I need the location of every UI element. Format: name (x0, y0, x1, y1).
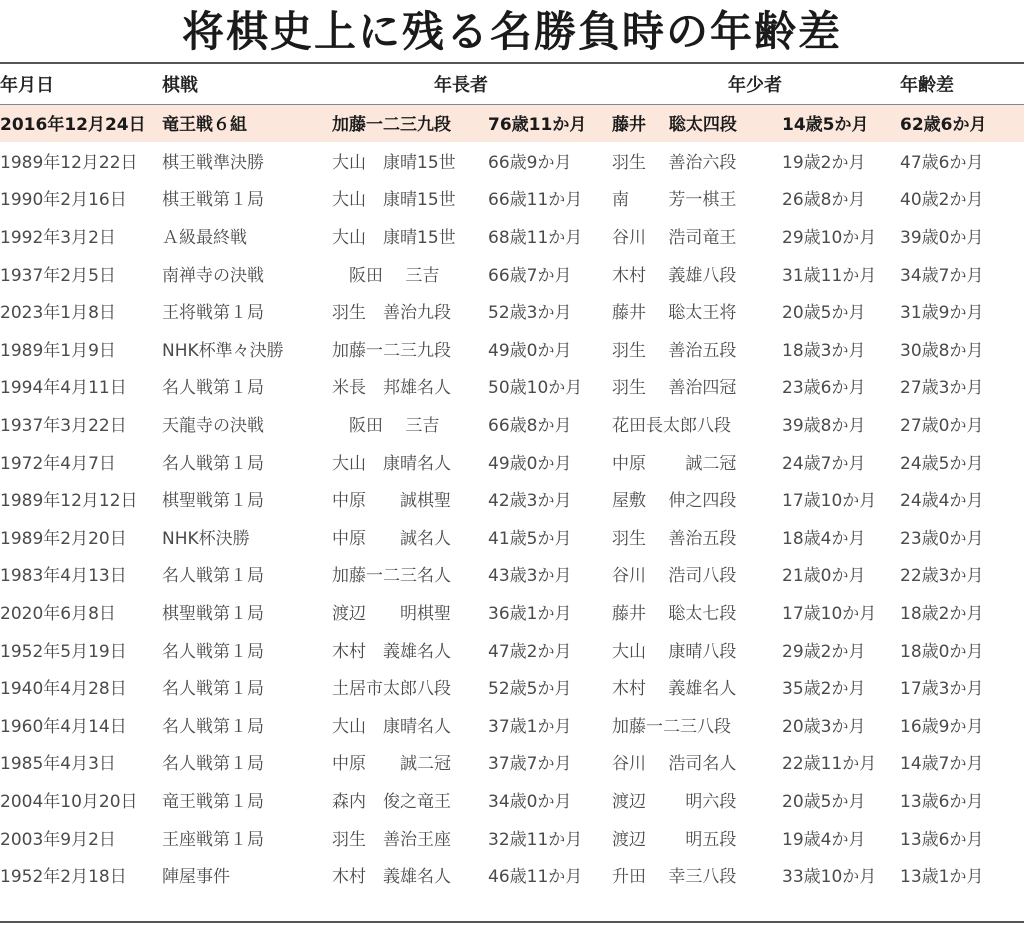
cell-older-player: 渡辺 明棋聖 (332, 604, 451, 625)
table-row (0, 142, 1024, 180)
cell-event: NHK杯決勝 (162, 528, 250, 549)
cell-younger-age: 24歳7か月 (782, 453, 866, 474)
cell-older-player: 大山 康晴名人 (332, 716, 451, 737)
cell-older-age: 47歳2か月 (488, 641, 572, 662)
cell-event: 名人戦第１局 (162, 716, 264, 737)
cell-date: 1985年4月3日 (0, 754, 116, 775)
cell-younger-age: 26歳8か月 (782, 190, 866, 211)
cell-date: 1989年1月9日 (0, 340, 116, 361)
cell-date: 1960年4月14日 (0, 716, 127, 737)
table-row (0, 179, 1024, 217)
cell-older-age: 36歳1か月 (488, 604, 572, 625)
cell-age-diff: 14歳7か月 (900, 754, 984, 775)
table-row (0, 518, 1024, 556)
cell-older-age: 42歳3か月 (488, 491, 572, 512)
cell-younger-age: 22歳11か月 (782, 754, 877, 775)
cell-younger-age: 20歳3か月 (782, 716, 866, 737)
cell-younger-age: 20歳5か月 (782, 303, 866, 324)
cell-older-age: 34歳0か月 (488, 791, 572, 812)
table-row (0, 856, 1024, 894)
cell-date: 1990年2月16日 (0, 190, 127, 211)
cell-event: 棋王戦準決勝 (162, 152, 264, 173)
cell-event: NHK杯準々決勝 (162, 340, 284, 361)
cell-younger-player: 升田 幸三八段 (612, 867, 737, 888)
table-row (0, 818, 1024, 856)
header-spacer-1 (488, 64, 612, 104)
table-body (0, 104, 1024, 893)
cell-event: 王将戦第１局 (162, 303, 264, 324)
cell-age-diff: 18歳2か月 (900, 604, 984, 625)
cell-younger-age: 17歳10か月 (782, 604, 877, 625)
cell-younger-player: 渡辺 明六段 (612, 791, 737, 812)
cell-younger-age: 31歳11か月 (782, 265, 877, 286)
cell-younger-player: 大山 康晴八段 (612, 641, 737, 662)
table-row (0, 367, 1024, 405)
cell-age-diff: 30歳8か月 (900, 340, 984, 361)
cell-older-player: 羽生 善治九段 (332, 303, 451, 324)
header-rule (0, 104, 1024, 105)
cell-age-diff: 62歳6か月 (900, 104, 1024, 142)
cell-younger-player: 谷川 浩司名人 (612, 754, 737, 775)
age-difference-table (0, 64, 1024, 893)
table-row (0, 630, 1024, 668)
cell-date: 1989年12月22日 (0, 152, 138, 173)
header-event: 棋戦 (162, 75, 198, 96)
cell-younger-age: 14歳5か月 (782, 104, 900, 142)
cell-date: 1989年12月12日 (0, 491, 138, 512)
header-younger: 年少者 (728, 75, 782, 96)
cell-age-diff: 17歳3か月 (900, 679, 984, 700)
cell-younger-age: 23歳6か月 (782, 378, 866, 399)
bottom-rule (0, 921, 1024, 923)
cell-date: 1992年3月2日 (0, 228, 116, 249)
cell-older-player: 中原 誠棋聖 (332, 491, 451, 512)
cell-younger-age: 17歳10か月 (782, 491, 877, 512)
cell-age-diff: 40歳2か月 (900, 190, 984, 211)
cell-younger-age: 35歳2か月 (782, 679, 866, 700)
cell-event: 王座戦第１局 (162, 829, 264, 850)
header-spacer-2 (782, 64, 900, 104)
cell-date: 2023年1月8日 (0, 303, 116, 324)
cell-event: 天龍寺の決戦 (162, 416, 264, 437)
cell-date: 1937年3月22日 (0, 416, 127, 437)
table-row (0, 480, 1024, 518)
table-row (0, 706, 1024, 744)
cell-older-player: 大山 康晴15世 (332, 190, 456, 211)
cell-age-diff: 13歳6か月 (900, 829, 984, 850)
table-row-highlighted (0, 104, 1024, 142)
cell-older-age: 66歳7か月 (488, 265, 572, 286)
cell-age-diff: 27歳0か月 (900, 416, 984, 437)
cell-younger-age: 18歳4か月 (782, 528, 866, 549)
header-age-diff: 年齢差 (900, 75, 954, 96)
cell-date: 1940年4月28日 (0, 679, 127, 700)
cell-event: 陣屋事件 (162, 867, 230, 888)
table-row (0, 217, 1024, 255)
cell-older-age: 66歳9か月 (488, 152, 572, 173)
cell-younger-age: 19歳2か月 (782, 152, 866, 173)
cell-event: Ａ級最終戦 (162, 228, 247, 249)
cell-older-player: 羽生 善治王座 (332, 829, 451, 850)
cell-younger-player: 花田長太郎八段 (612, 416, 731, 437)
cell-age-diff: 31歳9か月 (900, 303, 984, 324)
cell-younger-player: 藤井 聡太七段 (612, 604, 737, 625)
cell-older-age: 68歳11か月 (488, 228, 583, 249)
cell-younger-player: 藤井 聡太四段 (612, 104, 782, 142)
cell-older-age: 46歳11か月 (488, 867, 583, 888)
cell-younger-player: 木村 義雄八段 (612, 265, 737, 286)
cell-age-diff: 27歳3か月 (900, 378, 984, 399)
cell-younger-player: 羽生 善治五段 (612, 528, 737, 549)
cell-age-diff: 23歳0か月 (900, 528, 984, 549)
cell-event: 名人戦第１局 (162, 453, 264, 474)
cell-older-player: 木村 義雄名人 (332, 867, 451, 888)
cell-older-player: 米長 邦雄名人 (332, 378, 451, 399)
cell-age-diff: 16歳9か月 (900, 716, 984, 737)
cell-older-player: 大山 康晴名人 (332, 453, 451, 474)
cell-older-age: 52歳5か月 (488, 679, 572, 700)
table-row (0, 668, 1024, 706)
cell-older-age: 52歳3か月 (488, 303, 572, 324)
cell-younger-player: 渡辺 明五段 (612, 829, 737, 850)
cell-event: 棋王戦第１局 (162, 190, 264, 211)
cell-younger-player: 谷川 浩司八段 (612, 566, 737, 587)
table-header-row (0, 64, 1024, 104)
cell-date: 1937年2月5日 (0, 265, 116, 286)
cell-age-diff: 13歳6か月 (900, 791, 984, 812)
cell-younger-player: 羽生 善治四冠 (612, 378, 737, 399)
cell-older-age: 66歳11か月 (488, 190, 583, 211)
cell-younger-player: 屋敷 伸之四段 (612, 491, 737, 512)
cell-date: 1983年4月13日 (0, 566, 127, 587)
cell-date: 2020年6月8日 (0, 604, 116, 625)
cell-date: 1989年2月20日 (0, 528, 127, 549)
table-row (0, 743, 1024, 781)
cell-older-player: 大山 康晴15世 (332, 152, 456, 173)
cell-event: 名人戦第１局 (162, 566, 264, 587)
cell-event: 棋聖戦第１局 (162, 604, 264, 625)
cell-older-age: 49歳0か月 (488, 453, 572, 474)
cell-younger-player: 加藤一二三八段 (612, 716, 731, 737)
cell-age-diff: 18歳0か月 (900, 641, 984, 662)
cell-date: 1994年4月11日 (0, 378, 127, 399)
cell-older-age: 41歳5か月 (488, 528, 572, 549)
cell-older-age: 76歳11か月 (488, 104, 612, 142)
cell-older-age: 37歳7か月 (488, 754, 572, 775)
cell-age-diff: 13歳1か月 (900, 867, 984, 888)
page-title: 将棋史上に残る名勝負時の年齢差 (181, 7, 842, 56)
cell-older-player: 加藤一二三九段 (332, 104, 488, 142)
cell-younger-player: 中原 誠二冠 (612, 453, 737, 474)
cell-date: 1952年5月19日 (0, 641, 127, 662)
cell-event: 名人戦第１局 (162, 378, 264, 399)
cell-date: 1972年4月7日 (0, 453, 116, 474)
cell-age-diff: 24歳4か月 (900, 491, 984, 512)
cell-younger-age: 33歳10か月 (782, 867, 877, 888)
cell-older-player: 土居市太郎八段 (332, 679, 451, 700)
table-row (0, 292, 1024, 330)
cell-event: 名人戦第１局 (162, 641, 264, 662)
cell-younger-age: 18歳3か月 (782, 340, 866, 361)
cell-older-player: 阪田 三吉 (332, 265, 440, 286)
cell-age-diff: 34歳7か月 (900, 265, 984, 286)
cell-younger-player: 藤井 聡太王将 (612, 303, 737, 324)
cell-younger-age: 39歳8か月 (782, 416, 866, 437)
cell-older-player: 森内 俊之竜王 (332, 791, 451, 812)
cell-older-player: 中原 誠二冠 (332, 754, 451, 775)
cell-older-player: 木村 義雄名人 (332, 641, 451, 662)
cell-age-diff: 39歳0か月 (900, 228, 984, 249)
header-date: 年月日 (0, 75, 54, 96)
cell-date: 2003年9月2日 (0, 829, 116, 850)
table-row (0, 442, 1024, 480)
table-row (0, 254, 1024, 292)
cell-event: 竜王戦６組 (162, 104, 332, 142)
header-older: 年長者 (434, 75, 488, 96)
cell-younger-age: 20歳5か月 (782, 791, 866, 812)
table-row (0, 330, 1024, 368)
cell-date: 2016年12月24日 (0, 104, 162, 142)
cell-older-age: 66歳8か月 (488, 416, 572, 437)
cell-age-diff: 47歳6か月 (900, 152, 984, 173)
cell-event: 名人戦第１局 (162, 679, 264, 700)
cell-older-age: 37歳1か月 (488, 716, 572, 737)
cell-older-player: 加藤一二三名人 (332, 566, 451, 587)
cell-older-age: 49歳0か月 (488, 340, 572, 361)
cell-younger-player: 羽生 善治五段 (612, 340, 737, 361)
table-row (0, 405, 1024, 443)
cell-younger-age: 29歳10か月 (782, 228, 877, 249)
cell-date: 2004年10月20日 (0, 791, 138, 812)
cell-age-diff: 24歳5か月 (900, 453, 984, 474)
cell-younger-age: 21歳0か月 (782, 566, 866, 587)
cell-older-age: 43歳3か月 (488, 566, 572, 587)
cell-older-age: 32歳11か月 (488, 829, 583, 850)
cell-younger-player: 羽生 善治六段 (612, 152, 737, 173)
cell-date: 1952年2月18日 (0, 867, 127, 888)
cell-older-player: 大山 康晴15世 (332, 228, 456, 249)
cell-event: 名人戦第１局 (162, 754, 264, 775)
cell-older-player: 中原 誠名人 (332, 528, 451, 549)
cell-age-diff: 22歳3か月 (900, 566, 984, 587)
table-row (0, 555, 1024, 593)
cell-younger-player: 南 芳一棋王 (612, 190, 737, 211)
cell-younger-player: 木村 義雄名人 (612, 679, 737, 700)
cell-older-age: 50歳10か月 (488, 378, 583, 399)
cell-event: 南禅寺の決戦 (162, 265, 264, 286)
cell-younger-age: 19歳4か月 (782, 829, 866, 850)
cell-event: 棋聖戦第１局 (162, 491, 264, 512)
cell-older-player: 阪田 三吉 (332, 416, 440, 437)
cell-younger-age: 29歳2か月 (782, 641, 866, 662)
cell-older-player: 加藤一二三九段 (332, 340, 451, 361)
table-row (0, 781, 1024, 819)
cell-younger-player: 谷川 浩司竜王 (612, 228, 737, 249)
cell-event: 竜王戦第１局 (162, 791, 264, 812)
table-row (0, 593, 1024, 631)
